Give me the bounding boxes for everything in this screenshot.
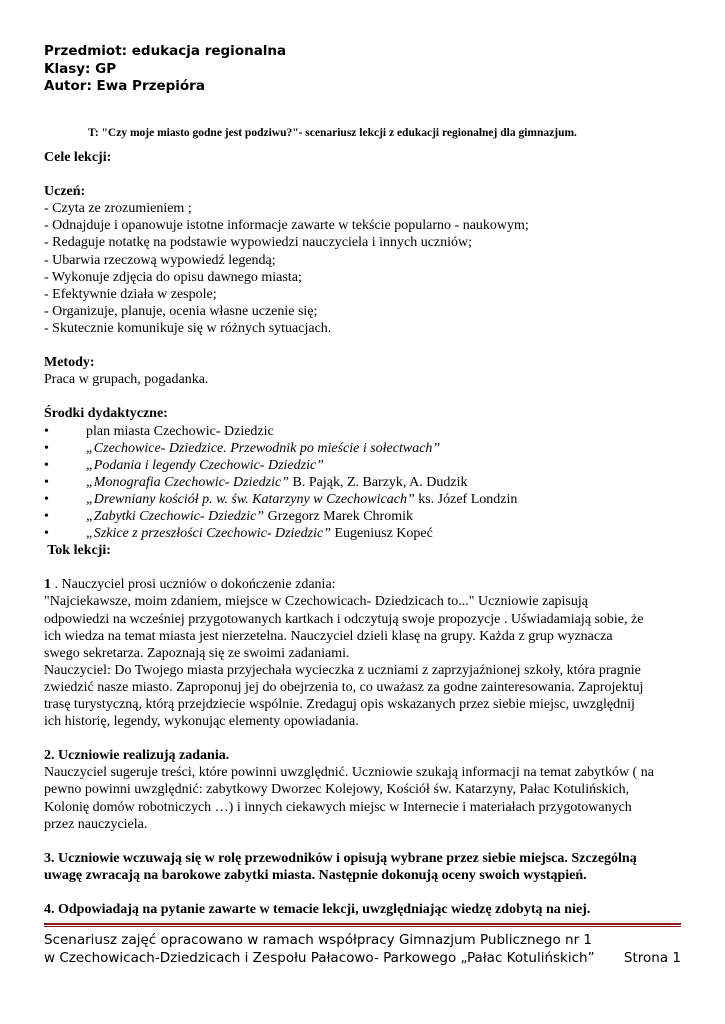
goal-item: - Ubarwia rzeczową wypowiedź legendą;: [44, 252, 276, 268]
step1-line: Nauczyciel: Do Twojego miasta przyjechała wycieczka z uczniami z zaprzyjaźnionej szkoły, która pragnie: [44, 662, 641, 678]
goal-item: - Organizuje, planuje, ocenia własne uczenie się;: [44, 303, 318, 319]
resource-author: B. Pająk, Z. Barzyk, A. Dudzik: [289, 474, 468, 490]
step1-number: 1: [44, 577, 51, 593]
step1-line: trasę turystyczną, którą przejdziecie wspólnie. Zredaguj opis wskazanych przez siebie miejsc, uwzględnij: [44, 697, 635, 712]
bullet-icon: •: [44, 440, 49, 456]
step2-line: Kolonię domów robotniczych …) i innych ciekawych miejsc w Internecie i materiałach przygotowanych: [44, 799, 632, 815]
step2-line: Nauczyciel sugeruje treści, które powinni uwzględnić. Uczniowie szukają informacji na temat zabytków ( na: [44, 765, 654, 781]
goal-item: - Czyta ze zrozumieniem ;: [44, 201, 192, 217]
goal-item: - Wykonuje zdjęcia do opisu dawnego miasta;: [44, 269, 302, 285]
classes-line: Klasy: GP: [44, 60, 117, 77]
resource-title: „Szkice z przeszłości Czechowic- Dziedzic”: [86, 526, 331, 542]
step1-line: zwiedzić nasze miasto. Zaproponuj jej do obejrzenia to, co uważasz za godne zainteresowania. Zaprojektuj: [44, 679, 644, 695]
step1-text: . Nauczyciel prosi uczniów o dokończenie zdania:: [51, 577, 336, 593]
step3-line: uwagę zwracają na barokowe zabytki miasta. Następnie dokonują oceny swoich wystąpień.: [44, 867, 587, 883]
resource-item: [44, 491, 684, 508]
step1-line: swego sekretarza. Zapoznają się ze swoimi zadaniami.: [44, 645, 350, 661]
resource-title: „Drewniany kościół p. w. św. Katarzyny w Czechowicach”: [86, 491, 415, 507]
step1-line: "Najciekawsze, moim zdaniem, miejsce w Czechowicach- Dziedzicach to..." Uczniowie zapisują: [44, 594, 588, 610]
page-number: Strona 1: [623, 950, 681, 966]
resource-title: plan miasta Czechowic- Dziedzic: [86, 423, 274, 439]
resources-heading: Środki dydaktyczne:: [44, 406, 168, 422]
goal-item: - Odnajduje i opanowuje istotne informacje zawarte w tekście popularno - naukowym;: [44, 218, 529, 234]
document-header: [44, 43, 286, 96]
resource-author: Eugeniusz Kopeć: [330, 526, 433, 542]
bullet-icon: •: [44, 526, 49, 542]
resource-title: „Monografia Czechowic- Dziedzic”: [86, 474, 289, 490]
resource-item: [44, 457, 684, 474]
resource-author: Grzegorz Marek Chromik: [264, 508, 414, 524]
bullet-icon: •: [44, 423, 49, 439]
footer-divider-thin: [44, 926, 681, 927]
subject-line: Przedmiot: edukacja regionalna: [44, 43, 287, 59]
resource-item: [44, 474, 684, 491]
step4-line: 4. Odpowiadają na pytanie zawarte w temacie lekcji, uwzględniając wiedzę zdobytą na niej.: [44, 902, 591, 918]
bullet-icon: •: [44, 508, 49, 524]
lesson-body: [44, 149, 684, 918]
step3-line: 3. Uczniowie wczuwają się w rolę przewodników i opisują wybrane przez siebie miejsca. Szczególną: [44, 850, 637, 866]
author-line: Autor: Ewa Przepióra: [44, 78, 205, 94]
student-heading: Uczeń:: [44, 184, 86, 200]
footer-line: w Czechowicach-Dziedzicach i Zespołu Pałacowo- Parkowego „Pałac Kotulińskich”: [44, 950, 595, 966]
resource-item: [44, 508, 684, 525]
bullet-icon: •: [44, 457, 49, 473]
resource-item: [44, 423, 684, 440]
bullet-icon: •: [44, 474, 49, 490]
goal-item: - Skutecznie komunikuje się w różnych sytuacjach.: [44, 320, 332, 336]
goal-item: - Efektywnie działa w zespole;: [44, 286, 217, 302]
resource-item: [44, 440, 684, 457]
methods-text: Praca w grupach, pogadanka.: [44, 372, 209, 388]
methods-heading: Metody:: [44, 355, 95, 371]
goals-heading: Cele lekcji:: [44, 150, 112, 165]
footer-divider: [44, 923, 681, 925]
resource-item: [44, 525, 684, 542]
resource-author: ks. Józef Londzin: [414, 491, 518, 507]
step2-line: przez nauczyciela.: [44, 816, 148, 832]
footer-line: Scenariusz zajęć opracowano w ramach współpracy Gimnazjum Publicznego nr 1: [44, 932, 592, 948]
step1-line: odpowiedzi na wcześniej przygotowanych kartkach i odczytują swoje propozycje . Uświadamiają sobie, że: [44, 611, 644, 627]
course-heading: Tok lekcji:: [44, 543, 111, 559]
step1-line: ich historię, legendy, wykonując elementy opowiadania.: [44, 714, 359, 730]
goal-item: - Redaguje notatkę na podstawie wypowiedzi nauczyciela i innych uczniów;: [44, 235, 473, 251]
page-footer: [44, 931, 681, 967]
step1-line: ich wiedza na temat miasta jest nierzetelna. Nauczyciel dzieli klasę na grupy. Każda z grup wyznacza: [44, 628, 613, 644]
step2-line: pewno powinni uwzględnić: zabytkowy Dworzec Kolejowy, Kościół św. Katarzyny, Pałac Kotulińskich,: [44, 782, 630, 798]
resource-title: „Podania i legendy Czechowic- Dziedzic”: [86, 457, 324, 473]
step1-intro: [44, 576, 684, 593]
resource-title: „Czechowice- Dziedzice. Przewodnik po mieście i sołectwach”: [86, 440, 441, 456]
step2-heading: 2. Uczniowie realizują zadania.: [44, 748, 230, 764]
lesson-topic: T: "Czy moje miasto godne jest podziwu?"- scenariusz lekcji z edukacji regionalnej dla gimnazjum.: [88, 127, 577, 139]
bullet-icon: •: [44, 491, 49, 507]
resource-title: „Zabytki Czechowic- Dziedzic”: [86, 508, 265, 524]
